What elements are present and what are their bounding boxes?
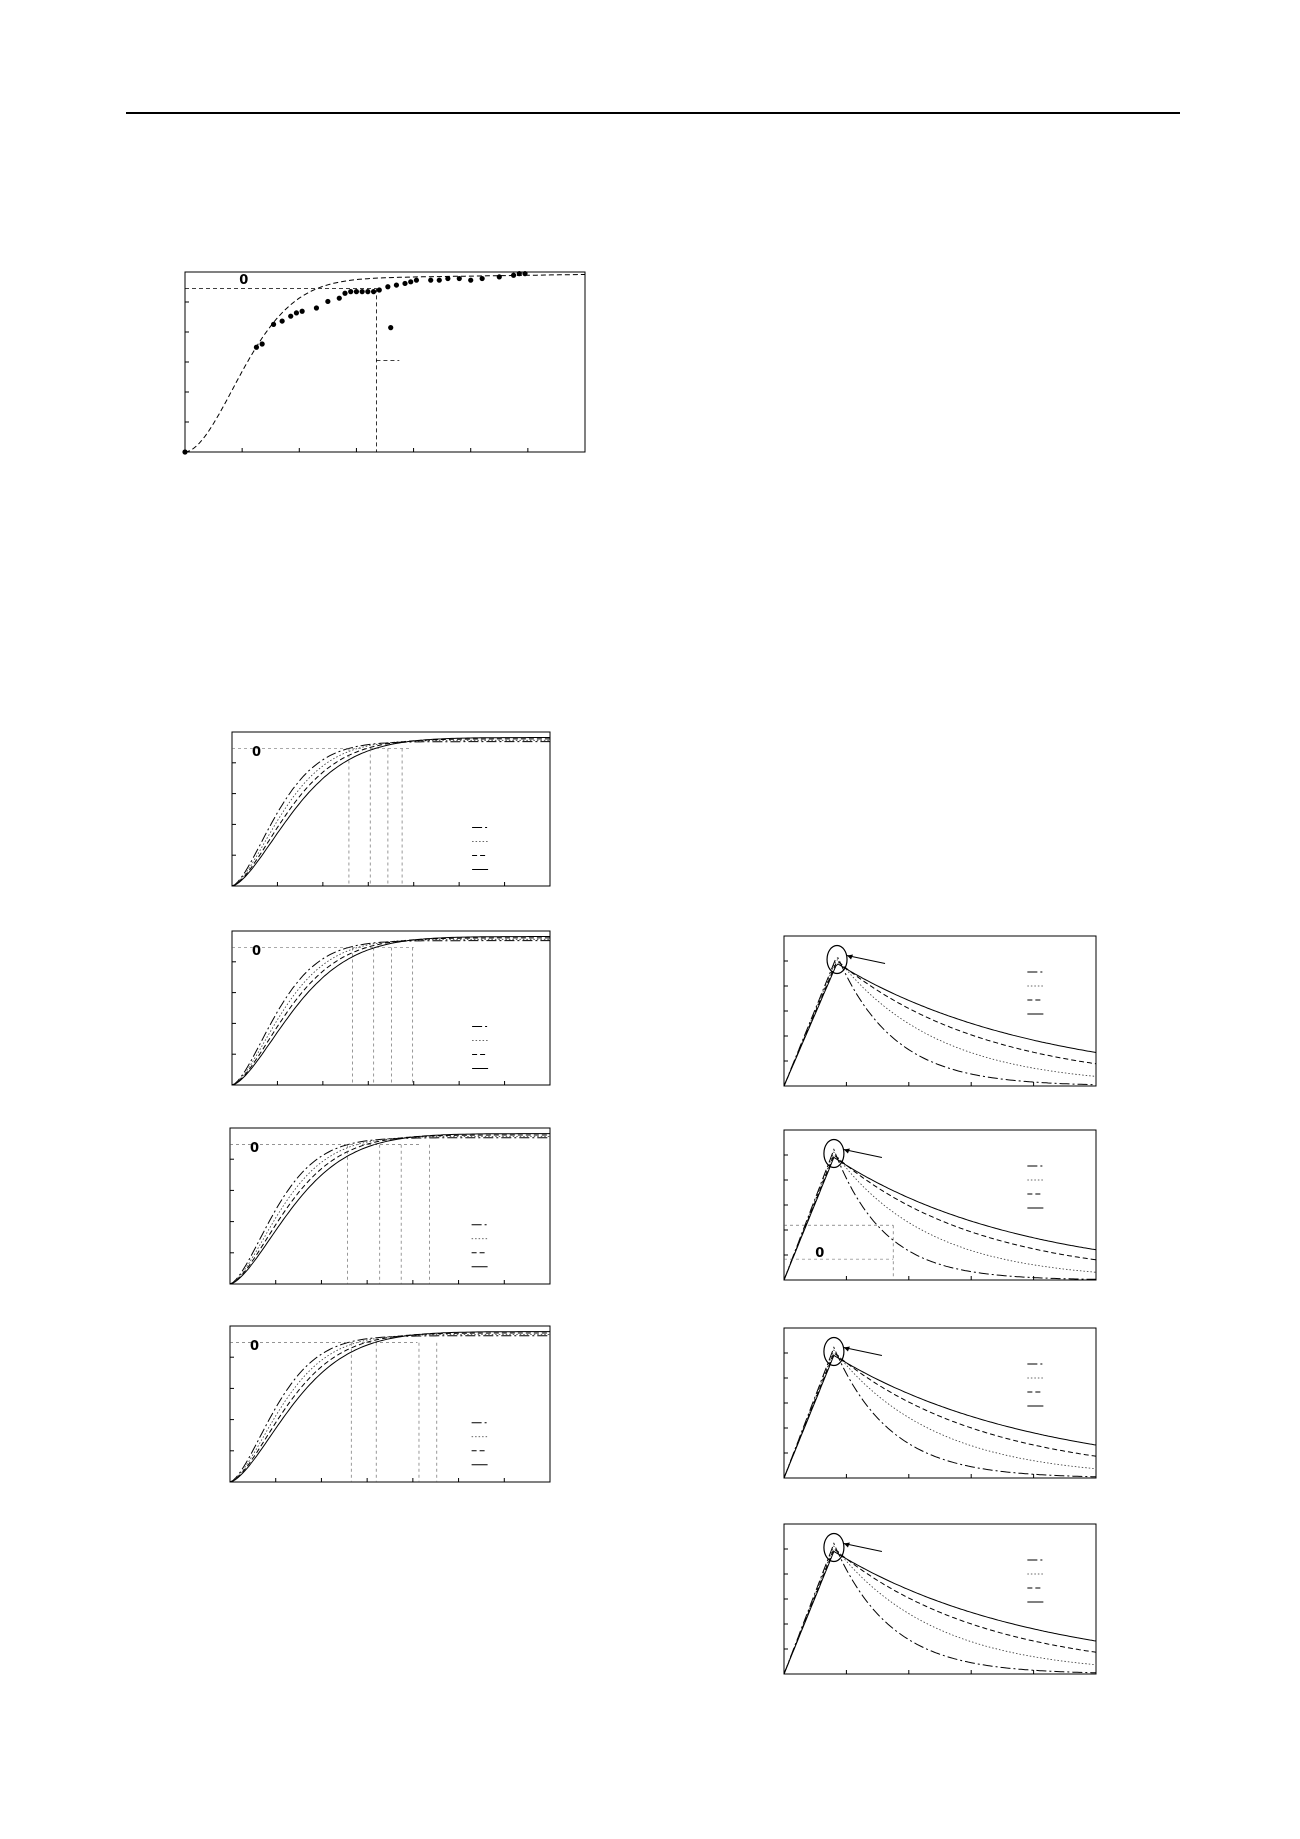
- data-point: [280, 318, 285, 323]
- peak-highlight: [827, 945, 847, 973]
- series-curve-4: [230, 1332, 550, 1482]
- data-point: [517, 271, 522, 276]
- series-curve-4: [230, 1134, 550, 1284]
- series-curve-3: [232, 739, 550, 886]
- data-point: [388, 325, 393, 330]
- series-curve-2: [784, 1152, 1096, 1280]
- peak-arrow: [844, 1149, 882, 1157]
- data-point: [300, 309, 305, 314]
- series-curve-3: [784, 962, 1096, 1086]
- data-point: [294, 310, 299, 315]
- origin-point: [182, 449, 187, 454]
- series-curve-3: [230, 1333, 550, 1482]
- data-point: [408, 279, 413, 284]
- figure-left-3: [224, 1122, 556, 1294]
- series-curve-4: [784, 1157, 1096, 1280]
- data-point: [468, 278, 473, 283]
- series-curve-3: [784, 1155, 1096, 1280]
- plot-frame: [784, 1524, 1096, 1674]
- series-curve-1: [232, 941, 550, 1085]
- data-point: [437, 278, 442, 283]
- symbol-glyph: 0: [239, 273, 249, 288]
- series-curve-3: [232, 938, 550, 1085]
- data-point: [348, 289, 353, 294]
- figure-right-2: [780, 1124, 1100, 1286]
- data-point: [288, 314, 293, 319]
- series-curve-2: [232, 740, 550, 886]
- data-point: [260, 341, 265, 346]
- calibration-chart: [150, 262, 600, 462]
- left-chart-4: [224, 1320, 556, 1492]
- figure-left-4: [224, 1320, 556, 1492]
- data-point: [445, 276, 450, 281]
- series-curve-3: [230, 1135, 550, 1284]
- left-chart-2: [226, 925, 556, 1095]
- series-curve-2: [784, 1546, 1096, 1674]
- data-point: [342, 291, 347, 296]
- series-curve-2: [230, 1136, 550, 1284]
- figure-right-4: [780, 1518, 1100, 1680]
- data-point: [385, 284, 390, 289]
- data-point: [360, 289, 365, 294]
- series-curve-1: [784, 1348, 1096, 1478]
- data-point: [414, 278, 419, 283]
- right-chart-4: [780, 1518, 1100, 1680]
- series-curve-1: [784, 1150, 1096, 1280]
- data-point: [271, 322, 276, 327]
- peak-arrow: [847, 955, 885, 963]
- data-point: [314, 305, 319, 310]
- peak-highlight: [824, 1533, 844, 1561]
- series-curve-2: [784, 1350, 1096, 1478]
- left-chart-3: [224, 1122, 556, 1294]
- series-curve-1: [230, 1138, 550, 1284]
- symbol-glyph: 0: [815, 1246, 825, 1262]
- peak-arrow: [844, 1347, 882, 1355]
- series-curve-4: [784, 964, 1096, 1086]
- right-chart-2: [780, 1124, 1100, 1286]
- series-curve-1: [230, 1336, 550, 1482]
- series-curve-3: [784, 1549, 1096, 1674]
- plot-frame: [784, 936, 1096, 1086]
- peak-highlight: [824, 1139, 844, 1167]
- figure-left-2: [226, 925, 556, 1095]
- figure-calibration: [150, 262, 600, 462]
- figure-right-1: [780, 930, 1100, 1092]
- series-curve-2: [230, 1334, 550, 1482]
- data-point: [457, 276, 462, 281]
- data-point: [402, 281, 407, 286]
- symbol-glyph: 0: [250, 1339, 260, 1354]
- symbol-glyph: 0: [252, 944, 262, 959]
- figure-left-1: [226, 726, 556, 896]
- data-point: [371, 289, 376, 294]
- data-point: [497, 274, 502, 279]
- symbol-glyph: 0: [250, 1141, 260, 1156]
- page-header-rule: [126, 112, 1180, 114]
- left-chart-1: [226, 726, 556, 896]
- right-chart-1: [780, 930, 1100, 1092]
- data-point: [428, 278, 433, 283]
- peak-highlight: [824, 1337, 844, 1365]
- series-curve-1: [232, 742, 550, 886]
- fit-curve: [185, 275, 585, 453]
- data-point: [377, 287, 382, 292]
- data-point: [480, 276, 485, 281]
- series-curve-4: [232, 937, 550, 1086]
- series-curve-3: [784, 1353, 1096, 1478]
- series-curve-4: [232, 738, 550, 887]
- data-point: [325, 299, 330, 304]
- plot-frame: [185, 272, 585, 452]
- data-point: [511, 273, 516, 278]
- right-chart-3: [780, 1322, 1100, 1484]
- data-point: [365, 289, 370, 294]
- peak-arrow: [844, 1543, 882, 1551]
- symbol-glyph: 0: [252, 745, 262, 760]
- data-point: [394, 282, 399, 287]
- data-point: [254, 345, 259, 350]
- plot-frame: [784, 1130, 1096, 1280]
- figure-right-3: [780, 1322, 1100, 1484]
- data-point: [354, 289, 359, 294]
- series-curve-2: [232, 939, 550, 1085]
- series-curve-1: [784, 1544, 1096, 1674]
- plot-frame: [784, 1328, 1096, 1478]
- data-point: [337, 296, 342, 301]
- data-point: [522, 271, 527, 276]
